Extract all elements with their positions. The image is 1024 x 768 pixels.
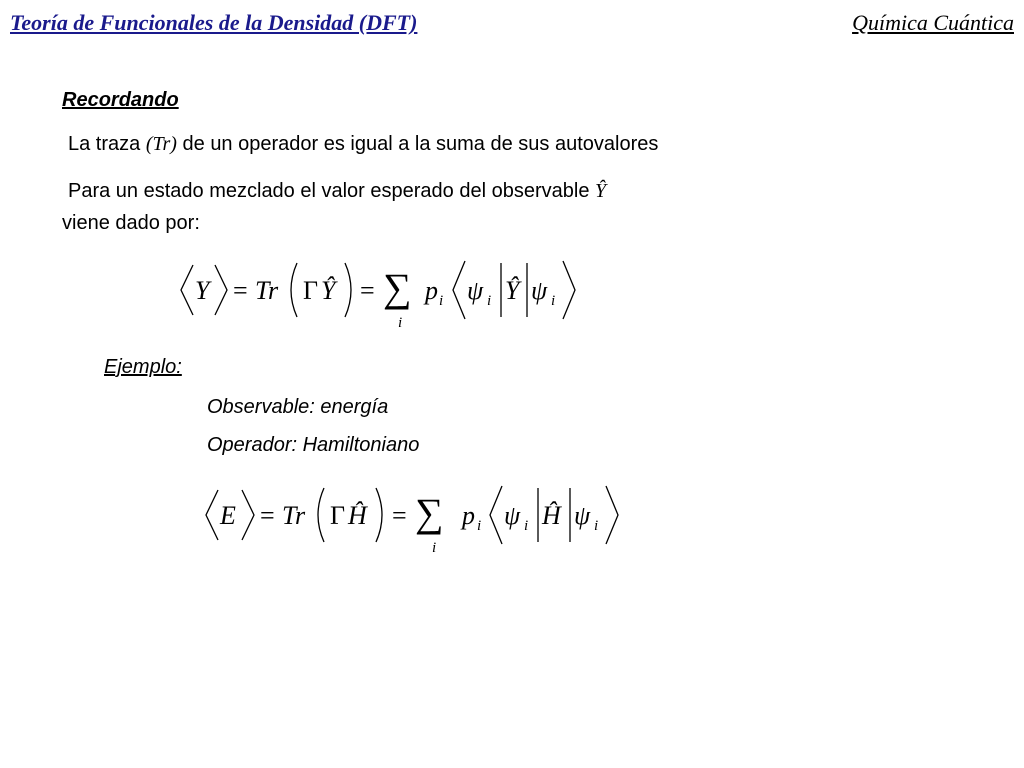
eq1-psi-ket: ψ bbox=[531, 276, 548, 305]
sum-index: i bbox=[398, 315, 403, 331]
right-angle-bracket bbox=[242, 490, 254, 540]
sum-index: i bbox=[432, 540, 437, 556]
eq2-variable: E bbox=[220, 501, 236, 530]
right-angle-bracket bbox=[215, 265, 227, 315]
energy-equation bbox=[200, 480, 630, 560]
eq1-gamma: Γ bbox=[303, 276, 319, 305]
eq1-psi-bra: ψ bbox=[467, 276, 484, 305]
trace-symbol: (Tr) bbox=[145, 133, 177, 155]
eq2-hamiltonian-matrix: Ĥ bbox=[542, 501, 561, 530]
left-angle-bracket bbox=[206, 490, 218, 540]
summation-symbol: ∑ bbox=[383, 265, 412, 310]
left-paren bbox=[318, 488, 324, 542]
psi-bra-index: i bbox=[524, 518, 529, 534]
right-paren bbox=[345, 263, 351, 317]
course-title: Química Cuántica bbox=[852, 10, 1014, 35]
section-heading: Recordando bbox=[62, 89, 179, 111]
eq1-variable: Y bbox=[195, 276, 210, 305]
ket-bracket bbox=[606, 486, 618, 544]
eq2-probability: p bbox=[462, 501, 475, 530]
slide-title: Teoría de Funcionales de la Densidad (DFT) bbox=[10, 10, 418, 35]
eq1-operator: Ŷ bbox=[321, 276, 336, 305]
right-paren bbox=[376, 488, 382, 542]
eq1-equals-2: = bbox=[360, 276, 375, 305]
p-index: i bbox=[477, 518, 482, 534]
left-angle-bracket bbox=[181, 265, 193, 315]
eq1-equals: = bbox=[233, 276, 248, 305]
eq2-equals: = bbox=[260, 501, 275, 530]
example-heading: Ejemplo: bbox=[104, 356, 182, 378]
left-paren bbox=[291, 263, 297, 317]
trace-text-end: de un operador es igual a la suma de sus autovalores bbox=[176, 133, 659, 155]
trace-text-start: La traza bbox=[68, 133, 146, 155]
bra-bracket bbox=[490, 486, 502, 544]
example-observable: Observable: energía bbox=[207, 396, 389, 418]
example-operator: Operador: Hamiltoniano bbox=[207, 434, 420, 456]
bra-bracket bbox=[453, 261, 465, 319]
summation-symbol: ∑ bbox=[415, 490, 444, 535]
eq1-probability: p bbox=[425, 276, 438, 305]
trace-definition bbox=[68, 133, 658, 156]
eq2-gamma: Γ bbox=[330, 501, 346, 530]
expectation-value-equation bbox=[175, 255, 595, 335]
psi-ket-index: i bbox=[594, 518, 599, 534]
observable-symbol: Ŷ bbox=[595, 180, 607, 202]
eq2-trace: Tr bbox=[282, 501, 306, 530]
mixed-state-text bbox=[68, 180, 606, 203]
psi-bra-index: i bbox=[487, 293, 492, 309]
eq2-equals-2: = bbox=[392, 501, 407, 530]
eq2-psi-ket: ψ bbox=[574, 501, 591, 530]
eq2-psi-bra: ψ bbox=[504, 501, 521, 530]
eq2-hamiltonian: Ĥ bbox=[348, 501, 367, 530]
eq1-trace: Tr bbox=[255, 276, 279, 305]
given-by-text: viene dado por: bbox=[62, 212, 200, 234]
ket-bracket bbox=[563, 261, 575, 319]
mixed-state-sentence: Para un estado mezclado el valor esperado del observable bbox=[68, 180, 590, 202]
eq1-operator-matrix: Ŷ bbox=[505, 276, 520, 305]
psi-ket-index: i bbox=[551, 293, 556, 309]
p-index: i bbox=[439, 293, 444, 309]
